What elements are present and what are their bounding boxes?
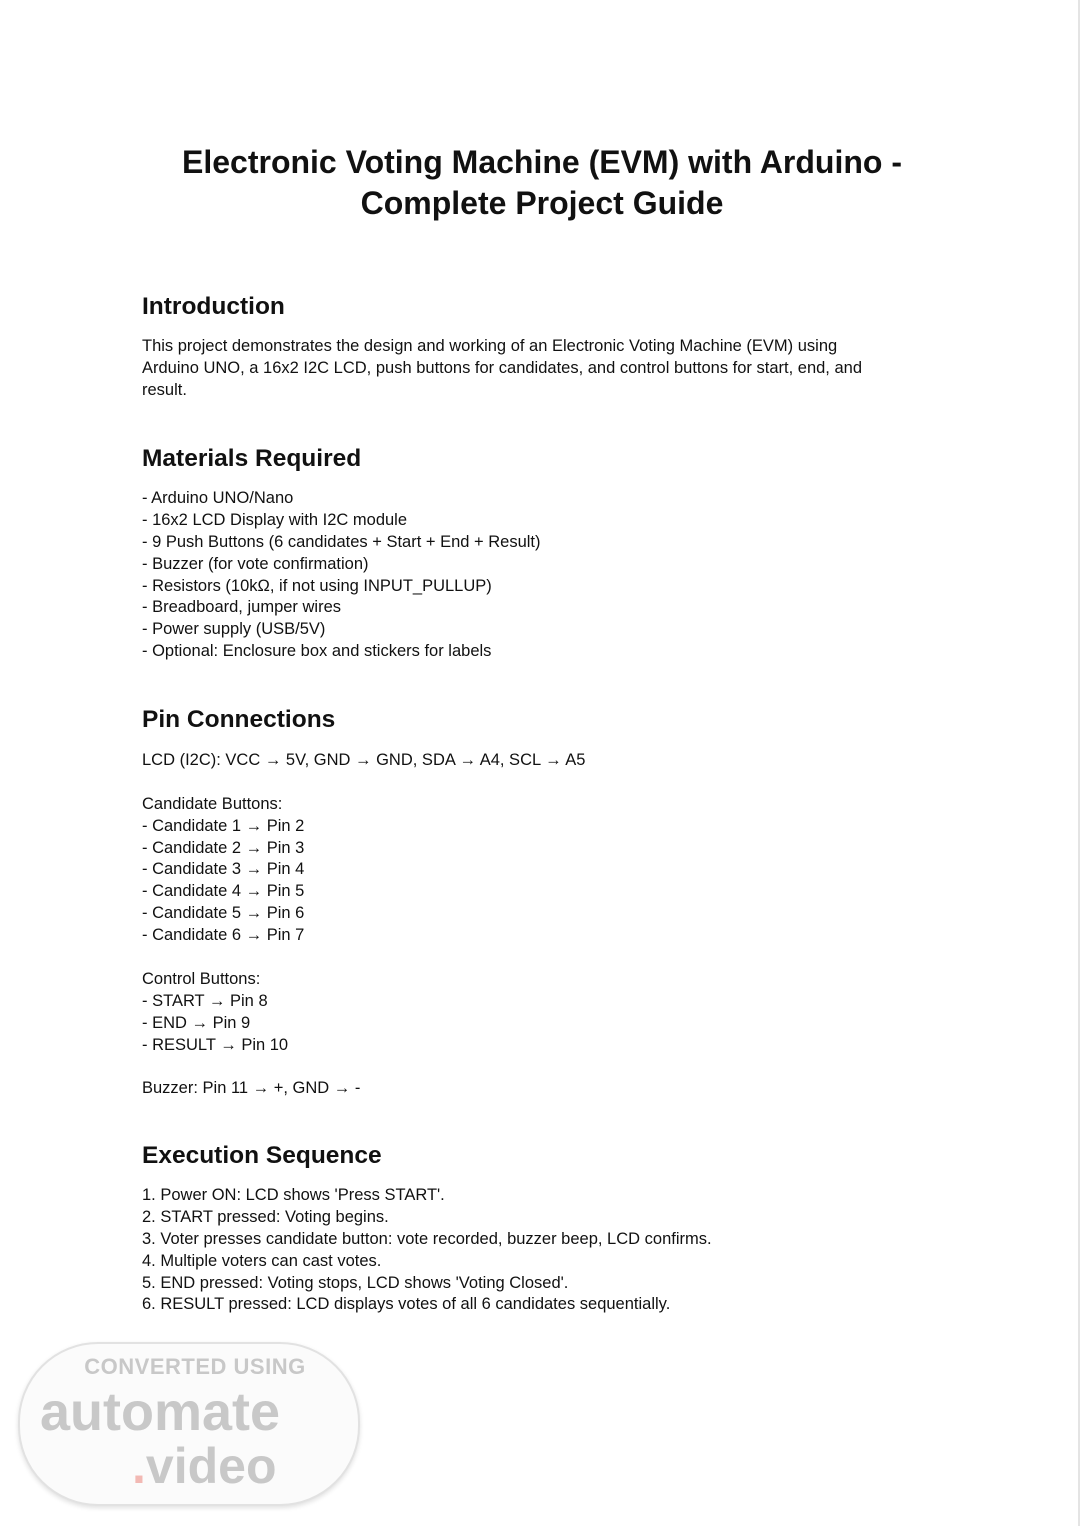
pin-line: - Candidate 3 → Pin 4 — [142, 860, 305, 879]
watermark-bottom-text — [132, 1438, 277, 1494]
list-item: 3. Voter presses candidate button: vote recorded, buzzer beep, LCD confirms. — [142, 1229, 712, 1248]
pin-line: - Candidate 5 → Pin 6 — [142, 904, 305, 923]
paragraph-line: Arduino UNO, a 16x2 I2C LCD, push buttons for candidates, and control buttons for start, end, and — [142, 358, 862, 377]
list-item: - Breadboard, jumper wires — [142, 598, 341, 617]
pin-line: - Candidate 6 → Pin 7 — [142, 926, 305, 945]
pin-connections-list — [142, 750, 942, 1100]
blank-line — [142, 1056, 942, 1078]
blank-line — [142, 947, 942, 969]
execution-list — [142, 1185, 942, 1316]
materials-heading: Materials Required — [142, 445, 362, 472]
pin-line: LCD (I2C): VCC → 5V, GND → GND, SDA → A4, SCL → A5 — [142, 751, 586, 769]
pin-line: - END → Pin 9 — [142, 1013, 251, 1032]
list-item: 6. RESULT pressed: LCD displays votes of all 6 candidates sequentially. — [142, 1295, 671, 1314]
list-item: 2. START pressed: Voting begins. — [142, 1207, 389, 1226]
title-line-2: Complete Project Guide — [360, 185, 724, 221]
list-item: - Buzzer (for vote confirmation) — [142, 554, 369, 573]
pin-line: - Candidate 4 → Pin 5 — [142, 882, 305, 901]
introduction-paragraph — [142, 336, 942, 402]
watermark-dot: . — [132, 1438, 146, 1494]
list-item: 4. Multiple voters can cast votes. — [142, 1251, 382, 1270]
execution-heading: Execution Sequence — [142, 1142, 382, 1169]
list-item: 5. END pressed: Voting stops, LCD shows 'Voting Closed'. — [142, 1273, 569, 1292]
pin-line: Control Buttons: — [142, 969, 261, 988]
materials-list — [142, 488, 942, 663]
list-item: - Power supply (USB/5V) — [142, 620, 326, 639]
document-title — [100, 142, 984, 224]
blank-line — [142, 772, 942, 794]
paragraph-line: result. — [142, 380, 187, 399]
pin-line: - START → Pin 8 — [142, 991, 268, 1010]
watermark-video-text: video — [145, 1438, 277, 1494]
pin-line: - RESULT → Pin 10 — [142, 1035, 289, 1054]
list-item: - Optional: Enclosure box and stickers for labels — [142, 642, 492, 661]
pin-connections-heading: Pin Connections — [142, 706, 336, 733]
pin-line: - Candidate 1 → Pin 2 — [142, 816, 305, 835]
paragraph-line: This project demonstrates the design and working of an Electronic Voting Machine (EVM) using — [142, 337, 838, 355]
introduction-heading: Introduction — [142, 293, 285, 320]
list-item: - 16x2 LCD Display with I2C module — [142, 510, 408, 529]
title-line-1: Electronic Voting Machine (EVM) with Arduino - — [182, 144, 902, 180]
list-item: - Resistors (10kΩ, if not using INPUT_PULLUP) — [142, 576, 492, 595]
watermark-top-text: CONVERTED USING — [84, 1354, 306, 1379]
pin-line: Candidate Buttons: — [142, 794, 283, 813]
pin-line: - Candidate 2 → Pin 3 — [142, 838, 305, 857]
list-item: - 9 Push Buttons (6 candidates + Start + End + Result) — [142, 532, 541, 551]
list-item: - Arduino UNO/Nano — [142, 489, 294, 507]
list-item: 1. Power ON: LCD shows 'Press START'. — [142, 1186, 445, 1204]
watermark-middle-text: automate — [40, 1382, 281, 1442]
pin-line: Buzzer: Pin 11 → +, GND → - — [142, 1079, 361, 1098]
converter-watermark — [18, 1342, 360, 1506]
